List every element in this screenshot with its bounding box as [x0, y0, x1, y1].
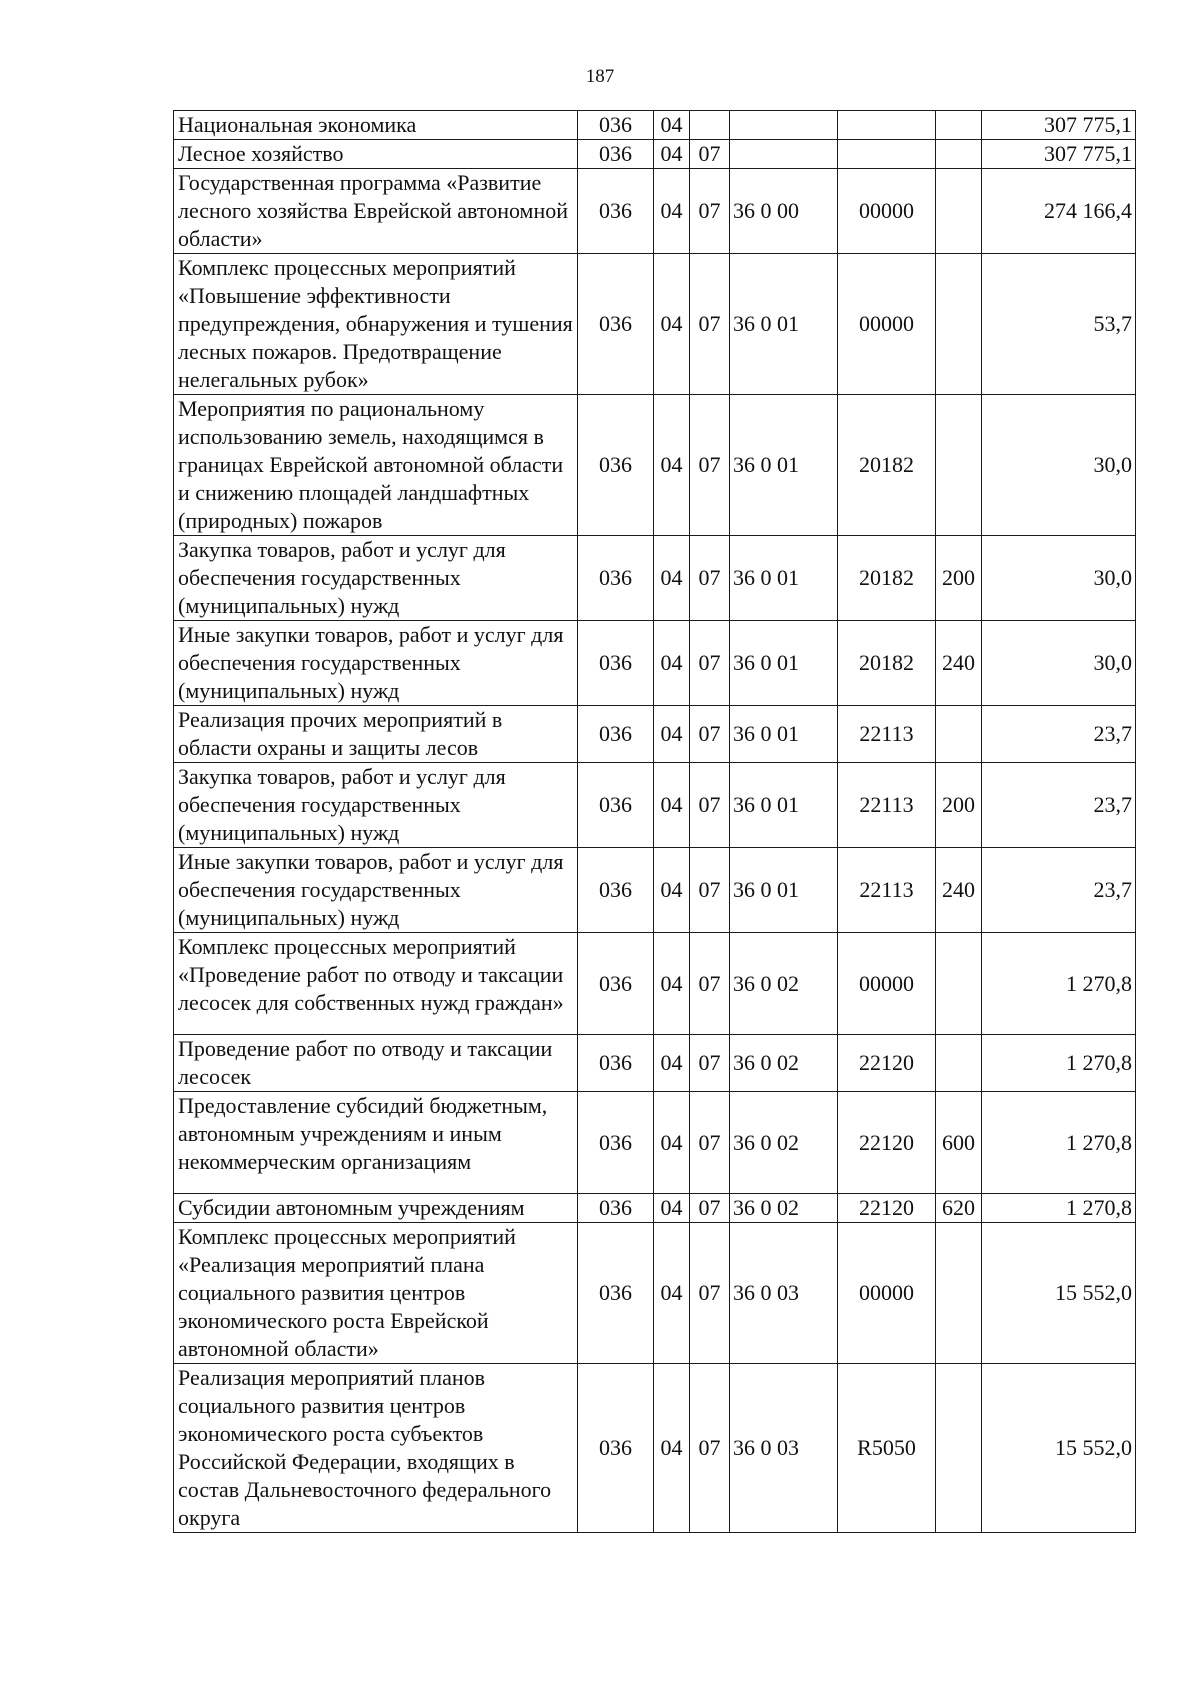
cell-section: 04	[654, 933, 690, 1035]
cell-expense-type	[936, 933, 982, 1035]
cell-section: 04	[654, 1223, 690, 1364]
table-row	[174, 1194, 1136, 1223]
cell-direction-code: 00000	[838, 169, 936, 254]
cell-subsection: 07	[690, 621, 730, 706]
cell-subsection: 07	[690, 1194, 730, 1223]
budget-table	[173, 110, 1136, 1533]
cell-expense-type: 240	[936, 621, 982, 706]
cell-subsection	[690, 111, 730, 140]
cell-program-code: 36 0 01	[730, 706, 838, 763]
cell-expense-type: 600	[936, 1092, 982, 1194]
cell-admin-code: 036	[578, 395, 654, 536]
cell-direction-code: 00000	[838, 1223, 936, 1364]
cell-direction-code: 20182	[838, 621, 936, 706]
cell-sum: 307 775,1	[982, 140, 1136, 169]
cell-sum: 30,0	[982, 536, 1136, 621]
cell-expense-type: 620	[936, 1194, 982, 1223]
cell-section: 04	[654, 1035, 690, 1092]
page-number: 187	[585, 66, 615, 87]
row-name: Комплекс процессных мероприятий «Реализация мероприятий плана социального развития центров экономического роста Еврейской автономной области»	[174, 1223, 578, 1364]
cell-subsection: 07	[690, 1092, 730, 1194]
cell-admin-code: 036	[578, 848, 654, 933]
cell-subsection: 07	[690, 140, 730, 169]
table-row	[174, 395, 1136, 536]
cell-admin-code: 036	[578, 1194, 654, 1223]
cell-direction-code: 22113	[838, 848, 936, 933]
cell-admin-code: 036	[578, 169, 654, 254]
cell-direction-code: 22113	[838, 763, 936, 848]
cell-sum: 307 775,1	[982, 111, 1136, 140]
cell-program-code: 36 0 03	[730, 1223, 838, 1364]
cell-program-code: 36 0 02	[730, 933, 838, 1035]
cell-subsection: 07	[690, 169, 730, 254]
cell-direction-code: 20182	[838, 536, 936, 621]
row-name: Национальная экономика	[174, 111, 578, 140]
row-name: Реализация прочих мероприятий в области охраны и защиты лесов	[174, 706, 578, 763]
cell-program-code: 36 0 01	[730, 621, 838, 706]
cell-program-code: 36 0 03	[730, 1364, 838, 1533]
table-row	[174, 706, 1136, 763]
table-row	[174, 140, 1136, 169]
cell-admin-code: 036	[578, 140, 654, 169]
cell-expense-type	[936, 111, 982, 140]
cell-subsection: 07	[690, 763, 730, 848]
row-name: Иные закупки товаров, работ и услуг для обеспечения государственных (муниципальных) нужд	[174, 848, 578, 933]
cell-direction-code	[838, 111, 936, 140]
cell-sum: 1 270,8	[982, 933, 1136, 1035]
cell-sum: 1 270,8	[982, 1092, 1136, 1194]
cell-direction-code	[838, 140, 936, 169]
cell-program-code: 36 0 02	[730, 1035, 838, 1092]
cell-sum: 30,0	[982, 395, 1136, 536]
row-name: Иные закупки товаров, работ и услуг для обеспечения государственных (муниципальных) нужд	[174, 621, 578, 706]
cell-section: 04	[654, 111, 690, 140]
cell-program-code	[730, 140, 838, 169]
cell-admin-code: 036	[578, 1364, 654, 1533]
cell-sum: 1 270,8	[982, 1035, 1136, 1092]
cell-expense-type	[936, 1364, 982, 1533]
cell-section: 04	[654, 706, 690, 763]
row-name: Проведение работ по отводу и таксации лесосек	[174, 1035, 578, 1092]
cell-admin-code: 036	[578, 536, 654, 621]
row-name: Реализация мероприятий планов социального развития центров экономического роста субъектов Российской Федерации, входящих в состав Дальневосточного федерального округа	[174, 1364, 578, 1533]
cell-expense-type	[936, 254, 982, 395]
cell-expense-type	[936, 395, 982, 536]
cell-admin-code: 036	[578, 111, 654, 140]
row-name: Комплекс процессных мероприятий «Повышение эффективности предупреждения, обнаружения и тушения лесных пожаров. Предотвращение нелегальных рубок»	[174, 254, 578, 395]
cell-section: 04	[654, 169, 690, 254]
cell-sum: 23,7	[982, 706, 1136, 763]
cell-sum: 53,7	[982, 254, 1136, 395]
cell-subsection: 07	[690, 848, 730, 933]
cell-sum: 30,0	[982, 621, 1136, 706]
table-row	[174, 1364, 1136, 1533]
cell-direction-code: 22120	[838, 1035, 936, 1092]
cell-section: 04	[654, 1364, 690, 1533]
cell-section: 04	[654, 1194, 690, 1223]
cell-subsection: 07	[690, 536, 730, 621]
cell-subsection: 07	[690, 1364, 730, 1533]
table-row	[174, 536, 1136, 621]
cell-program-code	[730, 111, 838, 140]
cell-direction-code: 22120	[838, 1092, 936, 1194]
cell-direction-code: 00000	[838, 933, 936, 1035]
cell-program-code: 36 0 01	[730, 536, 838, 621]
cell-subsection: 07	[690, 706, 730, 763]
cell-expense-type	[936, 140, 982, 169]
cell-section: 04	[654, 395, 690, 536]
cell-section: 04	[654, 140, 690, 169]
cell-admin-code: 036	[578, 763, 654, 848]
cell-direction-code: 00000	[838, 254, 936, 395]
cell-subsection: 07	[690, 395, 730, 536]
cell-program-code: 36 0 01	[730, 395, 838, 536]
cell-program-code: 36 0 01	[730, 254, 838, 395]
table-row	[174, 1035, 1136, 1092]
cell-program-code: 36 0 01	[730, 763, 838, 848]
table-row	[174, 933, 1136, 1035]
cell-expense-type	[936, 1223, 982, 1364]
row-name: Предоставление субсидий бюджетным, автономным учреждениям и иным некоммерческим организациям	[174, 1092, 578, 1194]
cell-admin-code: 036	[578, 1092, 654, 1194]
row-name: Комплекс процессных мероприятий «Проведение работ по отводу и таксации лесосек для собственных нужд граждан»	[174, 933, 578, 1035]
cell-expense-type: 200	[936, 536, 982, 621]
table-row	[174, 763, 1136, 848]
row-name: Государственная программа «Развитие лесного хозяйства Еврейской автономной области»	[174, 169, 578, 254]
cell-section: 04	[654, 848, 690, 933]
cell-expense-type: 200	[936, 763, 982, 848]
row-name: Закупка товаров, работ и услуг для обеспечения государственных (муниципальных) нужд	[174, 763, 578, 848]
cell-admin-code: 036	[578, 1223, 654, 1364]
cell-program-code: 36 0 01	[730, 848, 838, 933]
cell-expense-type: 240	[936, 848, 982, 933]
cell-direction-code: R5050	[838, 1364, 936, 1533]
table-row	[174, 1223, 1136, 1364]
cell-sum: 23,7	[982, 763, 1136, 848]
row-name: Мероприятия по рациональному использованию земель, находящимся в границах Еврейской автономной области и снижению площадей ландшафтных (природных) пожаров	[174, 395, 578, 536]
cell-section: 04	[654, 763, 690, 848]
cell-program-code: 36 0 00	[730, 169, 838, 254]
cell-subsection: 07	[690, 1223, 730, 1364]
table-row	[174, 1092, 1136, 1194]
cell-subsection: 07	[690, 933, 730, 1035]
cell-sum: 15 552,0	[982, 1364, 1136, 1533]
table-row	[174, 848, 1136, 933]
cell-subsection: 07	[690, 1035, 730, 1092]
table-row	[174, 111, 1136, 140]
cell-admin-code: 036	[578, 621, 654, 706]
table-row	[174, 254, 1136, 395]
cell-section: 04	[654, 621, 690, 706]
cell-admin-code: 036	[578, 254, 654, 395]
row-name: Субсидии автономным учреждениям	[174, 1194, 578, 1223]
cell-section: 04	[654, 254, 690, 395]
cell-sum: 15 552,0	[982, 1223, 1136, 1364]
cell-subsection: 07	[690, 254, 730, 395]
cell-sum: 274 166,4	[982, 169, 1136, 254]
cell-expense-type	[936, 706, 982, 763]
cell-section: 04	[654, 536, 690, 621]
cell-admin-code: 036	[578, 706, 654, 763]
table-row	[174, 621, 1136, 706]
cell-admin-code: 036	[578, 933, 654, 1035]
cell-direction-code: 20182	[838, 395, 936, 536]
cell-direction-code: 22120	[838, 1194, 936, 1223]
cell-admin-code: 036	[578, 1035, 654, 1092]
cell-sum: 23,7	[982, 848, 1136, 933]
row-name: Закупка товаров, работ и услуг для обеспечения государственных (муниципальных) нужд	[174, 536, 578, 621]
cell-section: 04	[654, 1092, 690, 1194]
cell-direction-code: 22113	[838, 706, 936, 763]
cell-sum: 1 270,8	[982, 1194, 1136, 1223]
cell-program-code: 36 0 02	[730, 1092, 838, 1194]
cell-expense-type	[936, 169, 982, 254]
cell-expense-type	[936, 1035, 982, 1092]
table-row	[174, 169, 1136, 254]
row-name: Лесное хозяйство	[174, 140, 578, 169]
cell-program-code: 36 0 02	[730, 1194, 838, 1223]
